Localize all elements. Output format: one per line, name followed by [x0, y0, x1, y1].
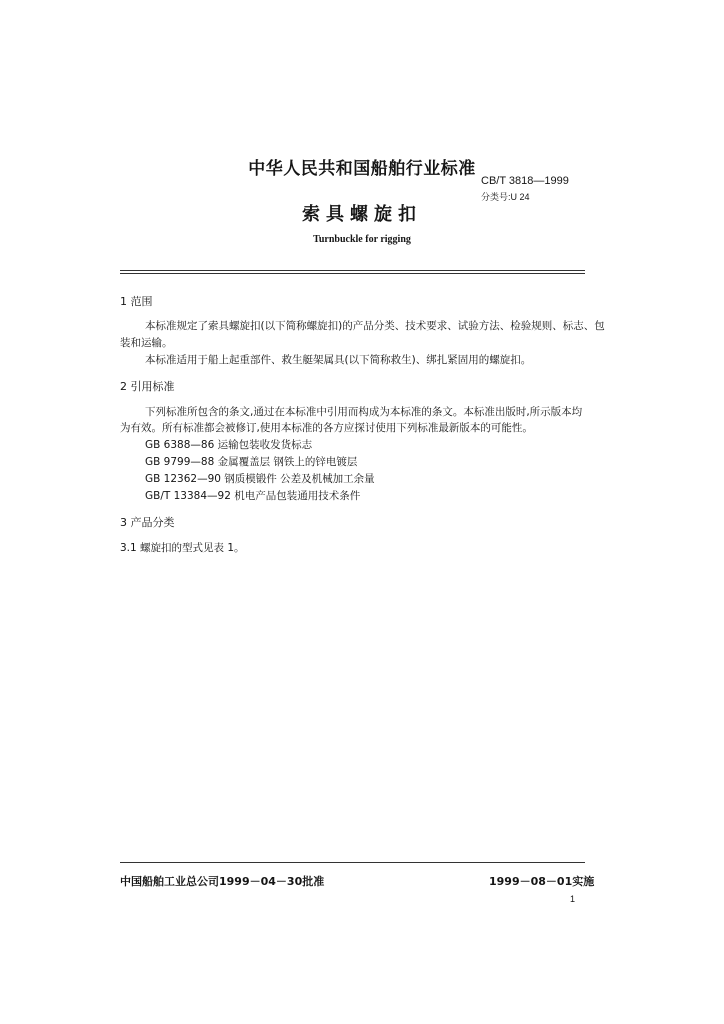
standard-org-title: 中华人民共和国船舶行业标准: [248, 159, 476, 179]
standard-code: CB/T 3818—1999: [481, 175, 569, 187]
section-1-heading: 1 范围: [120, 295, 153, 308]
document-title-english: Turnbuckle for rigging: [313, 234, 411, 245]
section-3-heading: 3 产品分类: [120, 516, 175, 529]
page-number: 1: [570, 894, 576, 904]
reference-standard-1: GB 6388—86 运输包装收发货标志: [145, 439, 313, 451]
approval-statement: 中国船舶工业总公司1999－04－30批准: [120, 875, 325, 888]
reference-standard-3: GB 12362—90 钢质模锻件 公差及机械加工余量: [145, 473, 375, 485]
implementation-date: 1999－08－01实施: [489, 875, 595, 888]
section-1-paragraph-1-line-1: 本标准规定了索具螺旋扣(以下简称螺旋扣)的产品分类、技术要求、试验方法、检验规则、标志、包: [145, 320, 605, 332]
section-2-paragraph-line-2: 为有效。所有标准都会被修订,使用本标准的各方应探讨使用下列标准最新版本的可能性。: [120, 422, 533, 434]
section-1-paragraph-2: 本标准适用于船上起重部件、救生艇架属具(以下简称救生)、绑扎紧固用的螺旋扣。: [145, 354, 532, 366]
reference-standard-2: GB 9799—88 金属覆盖层 钢铁上的锌电镀层: [145, 456, 358, 468]
document-title: 索具螺旋扣: [302, 204, 422, 225]
section-2-paragraph-line-1: 下列标准所包含的条文,通过在本标准中引用而构成为本标准的条文。本标准出版时,所示版本均: [145, 406, 583, 418]
section-3-1-text: 3.1 螺旋扣的型式见表 1。: [120, 542, 245, 554]
header-divider: [120, 270, 585, 271]
header-divider-secondary: [120, 273, 585, 274]
section-2-heading: 2 引用标准: [120, 380, 175, 393]
section-1-paragraph-1-line-2: 装和运输。: [120, 337, 173, 349]
reference-standard-4: GB/T 13384—92 机电产品包装通用技术条件: [145, 490, 361, 502]
classification-number: 分类号:U 24: [481, 192, 530, 202]
footer-divider: [120, 862, 585, 863]
